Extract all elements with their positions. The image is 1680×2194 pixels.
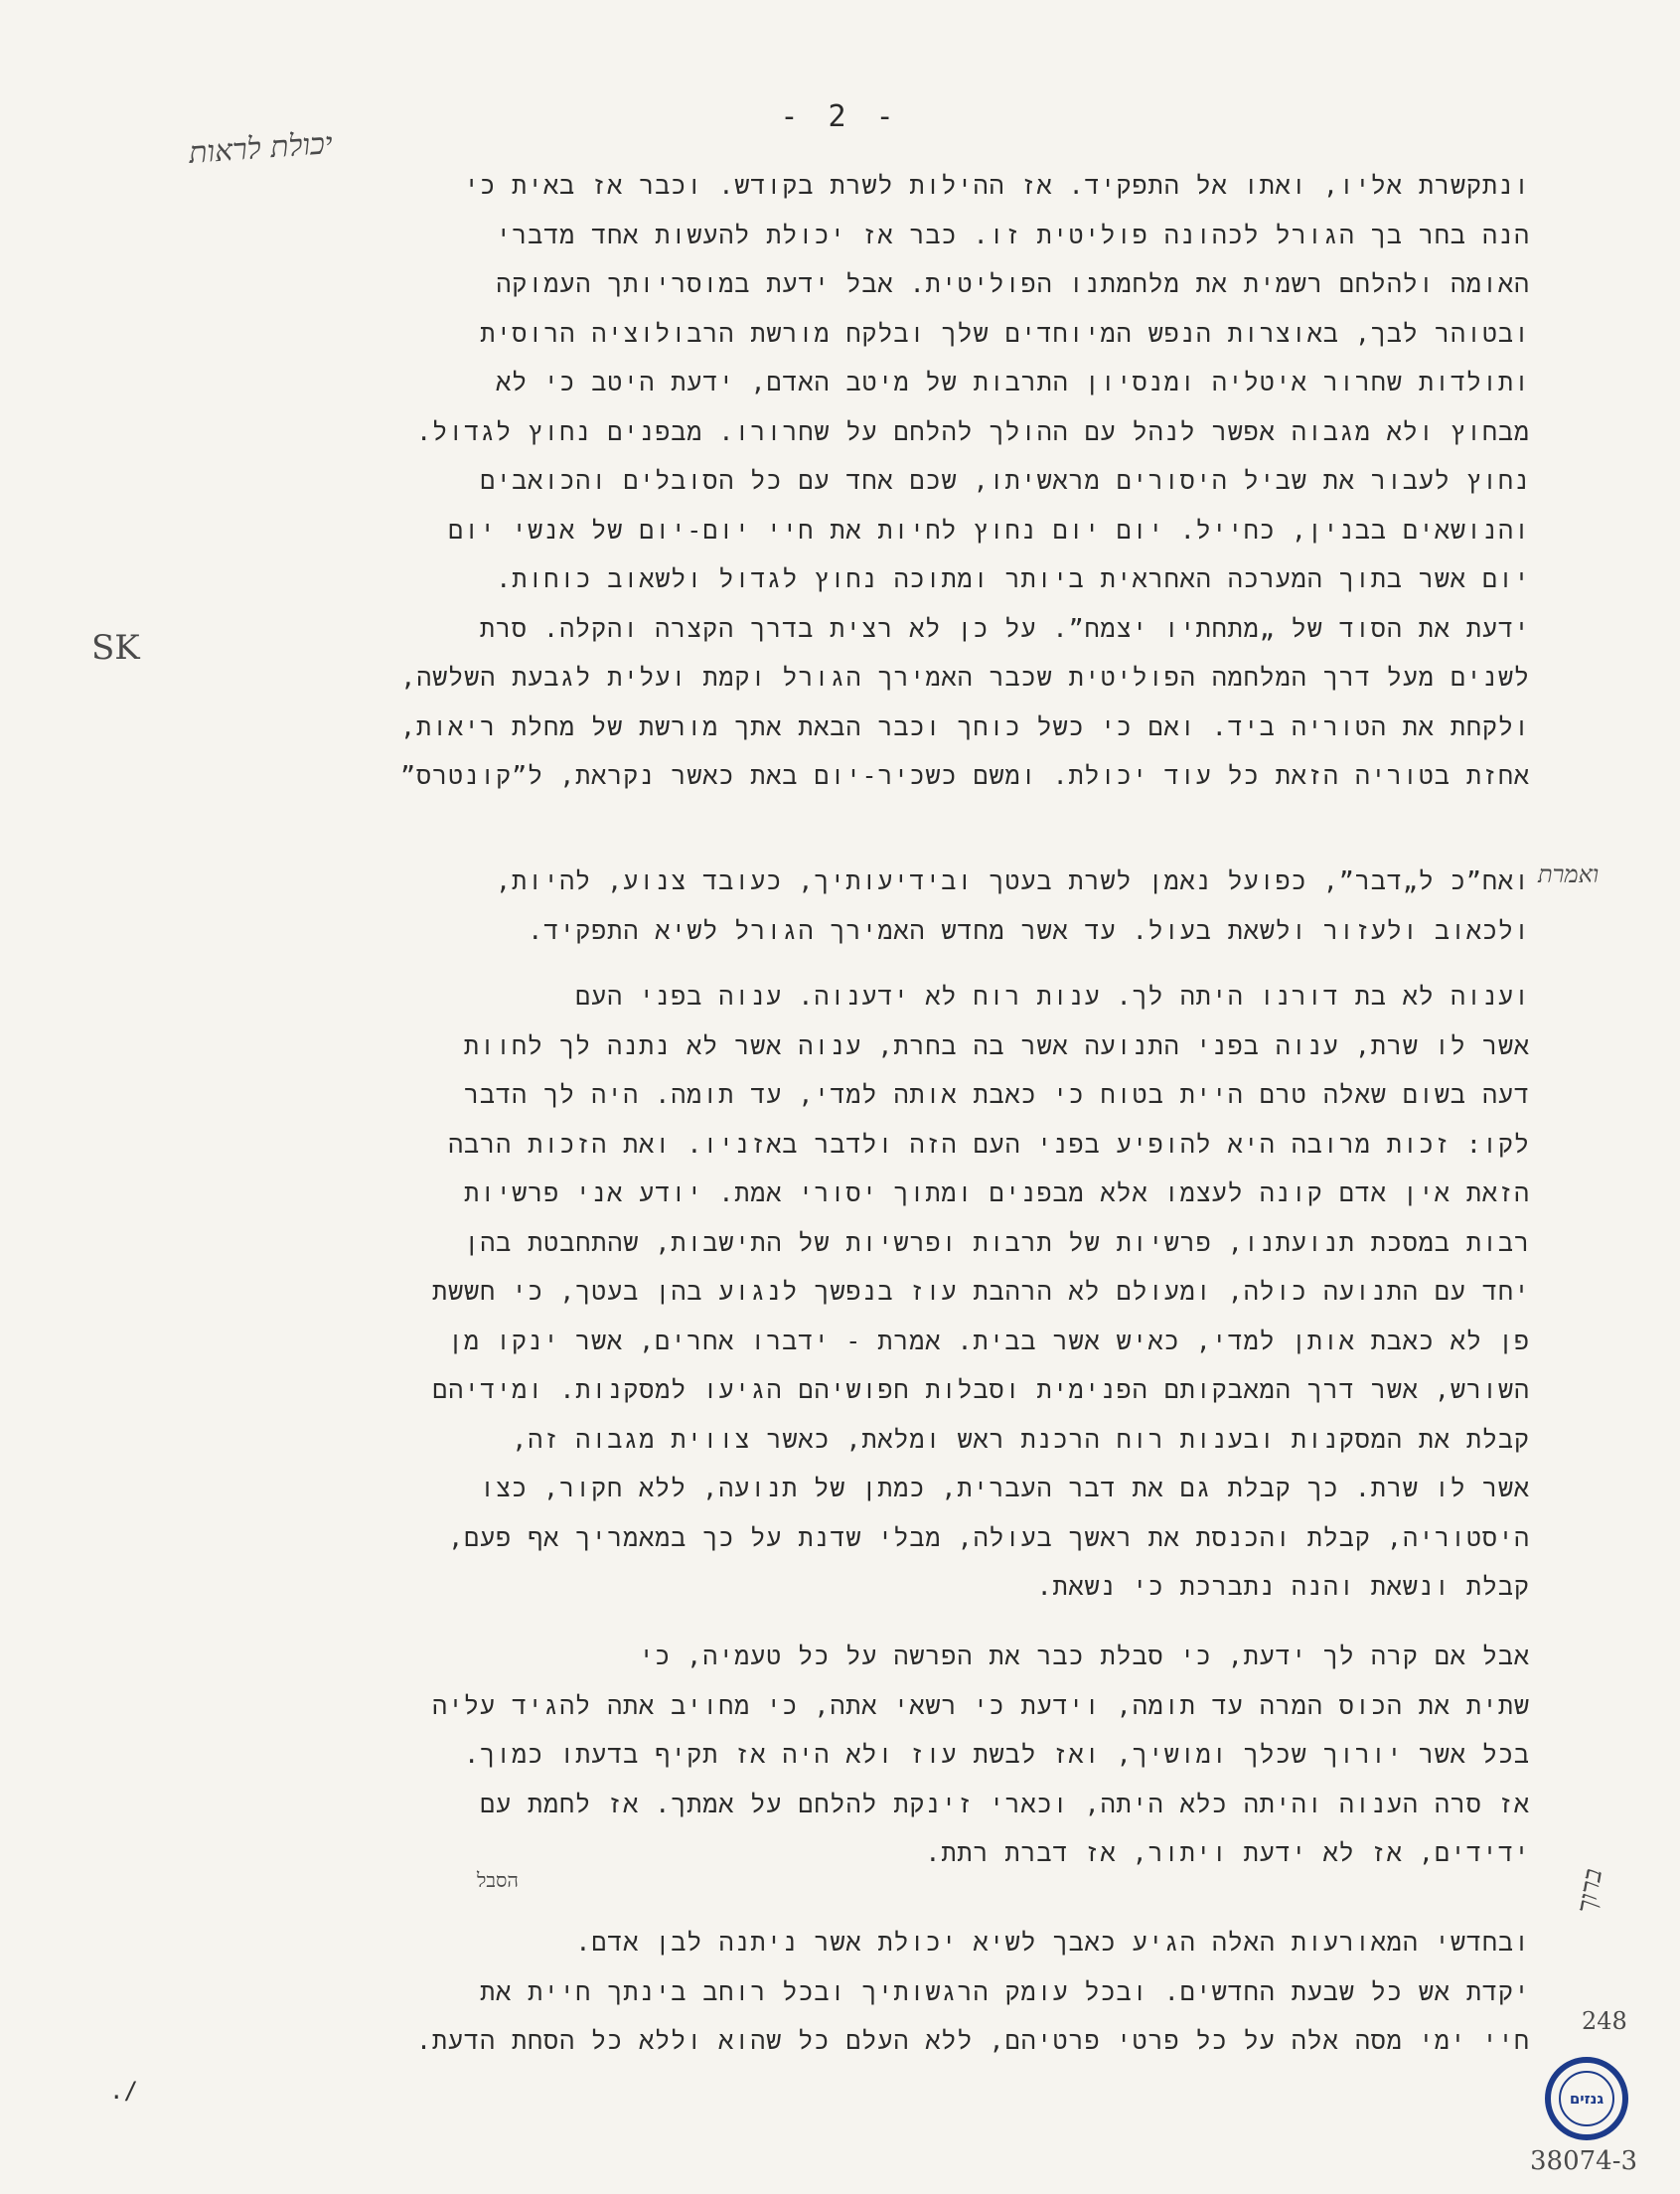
text-line: אחזת בטוריה הזאת כל עוד יכולת. ומשם כשכיר-יום באת כאשר נקראת, ל”קונטרס”: [400, 761, 1530, 790]
text-line: הנה בחר בך הגורל לכהונה פוליטית זו. כבר אז יכולת להעשות אחד מדברי: [496, 220, 1530, 249]
text-line: לשנים מעל דרך המלחמה הפוליטית שכבר האמירך הגורל וקמת ועלית לגבעת השלשה,: [400, 663, 1530, 692]
text-line: יקדת אש כל שבעת החדשים. ובכל עומק הרגשותיך ובכל רוחב בינתך חיית את: [480, 1976, 1530, 2006]
paragraph-2: [99, 857, 1530, 955]
text-line: אשר לו שרת, ענוה בפני התנועה אשר בה בחרת, ענוה אשר לא נתנה לך לחוות: [464, 1030, 1530, 1060]
text-line: מבחוץ ולא מגבוה אפשר לנהל עם ההולך להלחם על שחרורו. מבפנים נחוץ לגדול.: [416, 416, 1530, 446]
text-line: שתית את הכוס המרה עד תומה, וידעת כי רשאי אתה, כי מחויב אתה להגיד עליה: [432, 1690, 1530, 1720]
stamp-label: גנזים: [1559, 2071, 1614, 2126]
text-line: אז סרה הענוה והיתה כלא היתה, וכארי זינקת להלחם על אמתך. אז לחמת עם: [480, 1789, 1530, 1818]
handwritten-margin-note: ואמרת: [1538, 861, 1600, 888]
paragraph-3: [99, 972, 1530, 1612]
text-line: ולקחת את הטוריה ביד. ואם כי כשל כוחך וכבר הבאת אתך מורשת של מחלת ריאות,: [400, 711, 1530, 741]
text-line: נחוץ לעבור את שביל היסורים מראשיתו, שכם אחד עם כל הסובלים והכואבים: [480, 466, 1530, 495]
text-line: בכל אשר יורוך שכלך ומושיך, ואז לבשת עוז ולא היה אז תקיף בדעתו כמוך.: [464, 1740, 1530, 1769]
stray-marks: ./: [109, 2077, 138, 2105]
handwritten-margin-note: ברוך: [1571, 1866, 1609, 1916]
paragraph-1: [99, 161, 1530, 801]
text-line: אשר לו שרת. כך קבלת גם את דבר העברית, כמתן של תנועה, ללא חקור, כצו: [479, 1474, 1530, 1502]
text-line: קבלת ונשאת והנה נתברכת כי נשאת.: [1036, 1572, 1530, 1601]
paragraph-4: [99, 1632, 1530, 1878]
handwritten-insertion: הסבל: [477, 1868, 519, 1892]
text-line: ותולדות שחרור איטליה ומנסיון התרבות של מיטב האדם, ידעת היטב כי לא: [496, 368, 1530, 396]
archive-number: 38074-3: [1530, 2146, 1638, 2176]
text-line: יום אשר בתוך המערכה האחראית ביותר ומתוכה נחוץ לגדול ולשאוב כוחות.: [496, 564, 1530, 593]
page-number: - 2 -: [780, 99, 900, 134]
text-line: חיי ימי מסה אלה על כל פרטי פרטיהם, ללא העלם כל שהוא וללא כל הסחת הדעת.: [415, 2026, 1530, 2055]
text-line: ובחדשי המאורעות האלה הגיע כאבך לשיא יכולת אשר ניתנה לבן אדם.: [575, 1928, 1530, 1957]
text-line: היסטוריה, קבלת והכנסת את ראשך בעולה, מבלי שדנת על כך במאמריך אף פעם,: [448, 1522, 1530, 1552]
text-line: האומה ולהלחם רשמית את מלחמתנו הפוליטית. אבל ידעת במוסריותך העמוקה: [496, 269, 1530, 298]
text-line: ולכאוב ולעזור ולשאת בעול. עד אשר מחדש האמירך הגורל לשיא התפקיד.: [528, 915, 1530, 945]
text-line: אבל אם קרה לך ידעת, כי סבלת כבר את הפרשה על כל טעמיה, כי: [639, 1642, 1530, 1670]
text-line: פן לא כאבת אותן למדי, כאיש אשר בבית. אמרת - ידברו אחרים, אשר ינקו מן: [447, 1326, 1530, 1355]
text-line: ובטוהר לבך, באוצרות הנפש המיוחדים שלך ובלקח מורשת הרבולוציה הרוסית: [480, 318, 1530, 348]
text-line: ידידים, אז לא ידעת ויתור, אז דברת רתת.: [925, 1838, 1530, 1867]
paragraph-5: [99, 1918, 1530, 2066]
text-line: קבלת את המסקנות ובענות רוח הרכנת ראש ומלאת, כאשר צווית מגבוה זה,: [512, 1424, 1530, 1454]
text-line: רבות במסכת תנועתנו, פרשיות של תרבות ופרשיות של התישבות, שהתחבטת בהן: [464, 1227, 1530, 1257]
text-line: יחד עם התנועה כולה, ומעולם לא הרהבת עוז בנפשך לנגוע בהן בעטך, כי חששת: [432, 1277, 1530, 1306]
text-line: וענוה לא בת דורנו היתה לך. ענות רוח לא ידענוה. ענוה בפני העם: [575, 982, 1530, 1011]
handwritten-note-top: יכולת לראות: [187, 125, 334, 172]
handwritten-number: 248: [1582, 2007, 1627, 2035]
archive-stamp: [1545, 2057, 1628, 2140]
text-line: ידעת את הסוד של „מתחתיו יצמח”. על כן לא רצית בדרך הקצרה והקלה. סרת: [480, 613, 1530, 643]
text-line: דעה בשום שאלה טרם היית בטוח כי כאבת אותה למדי, עד תומה. היה לך הדבר: [464, 1080, 1530, 1109]
text-line: ונתקשרת אליו, ואתו אל התפקיד. אז ההילות לשרת בקודש. וכבר אז באית כי: [464, 171, 1530, 200]
text-line: השורש, אשר דרך המאבקותם הפנימית וסבלות חפושיהם הגיעו למסקנות. ומידיהם: [432, 1375, 1530, 1404]
text-line: לקו: זכות מרובה היא להופיע בפני העם הזה ולדבר באזניו. ואת הזכות הרבה: [448, 1129, 1530, 1159]
text-line: והנושאים בבנין, כחייל. יום יום נחוץ לחיות את חיי יום-יום של אנשי יום: [448, 515, 1530, 545]
handwritten-note-sk: SK: [91, 628, 140, 668]
text-line: ואח”כ ל„דבר”, כפועל נאמן לשרת בעטך ובידיעותיך, כעובד צנוע, להיות,: [496, 866, 1530, 895]
text-line: הזאת אין אדם קונה לעצמו אלא מבפנים ומתוך יסורי אמת. יודע אני פרשיות: [464, 1178, 1530, 1207]
